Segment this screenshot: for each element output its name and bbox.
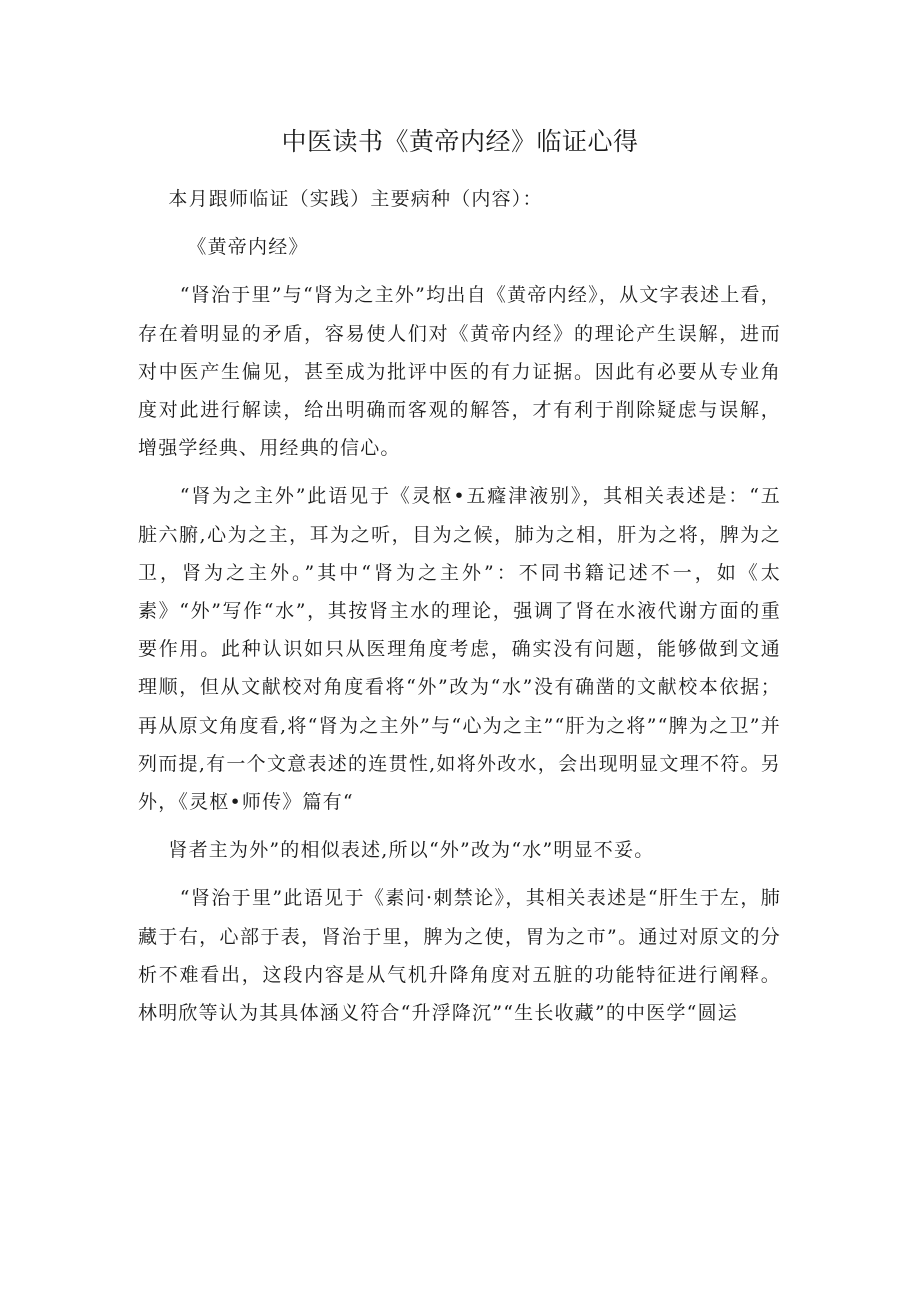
paragraph-overview: “肾治于里”与“肾为之主外”均出自《黄帝内经》，从文字表述上看，存在着明显的矛盾，容易使人们对《黄帝内经》的理论产生误解，进而对中医产生偏见，甚至成为批评中医的有力证据。因此有必要从专业角度对此进行解读，给出明确而客观的解答，才有利于削除疑虑与误解，增强学经典、用经典的信心。 xyxy=(138,284,781,460)
paragraph-kidney-internal: “肾治于里”此语见于《素问·刺禁论》，其相关表述是“肝生于左，肺藏于右，心部于表，肾治于里，脾为之使，胃为之市”。通过对原文的分析不难看出，这段内容是从气机升降角度对五脏的功能特征进行阐释。林明欣等认为其具体涵义符合“升浮降沉”“生长收藏”的中医学“圆运 xyxy=(138,887,781,1025)
paragraph-intro: 本月跟师临证（实践）主要病种（内容）： xyxy=(168,188,543,210)
paragraph-book-name: 《黄帝内经》 xyxy=(187,236,309,259)
paragraph-continuation: 肾者主为外”的相似表述,所以“外”改为“水”明显不妥。 xyxy=(168,839,655,862)
paragraph-kidney-external: “肾为之主外”此语见于《灵枢•五癃津液别》，其相关表述是：“五脏六腑,心为之主，耳为之听，目为之候，肺为之相，肝为之将，脾为之卫，肾为之主外。”其中“肾为之主外”：不同书籍记述不一，如《太素》“外”写作“水”，其按肾主水的理论，强调了肾在水液代谢方面的重要作用。此种认识如只从医理角度考虑，确实没有问题，能够做到文通理顺，但从文献校对角度看将“外”改为“水”没有确凿的文献校本依据；再从原文角度看,将“肾为之主外”与“心为之主”“肝为之将”“脾为之卫”并列而提,有一个文意表述的连贯性,如将外改水，会出现明显文理不符。另外，《灵枢•师传》篇有“ xyxy=(138,485,781,814)
document-body xyxy=(138,180,781,1042)
document-title: 中医读书《黄帝内经》临证心得 xyxy=(281,127,639,156)
